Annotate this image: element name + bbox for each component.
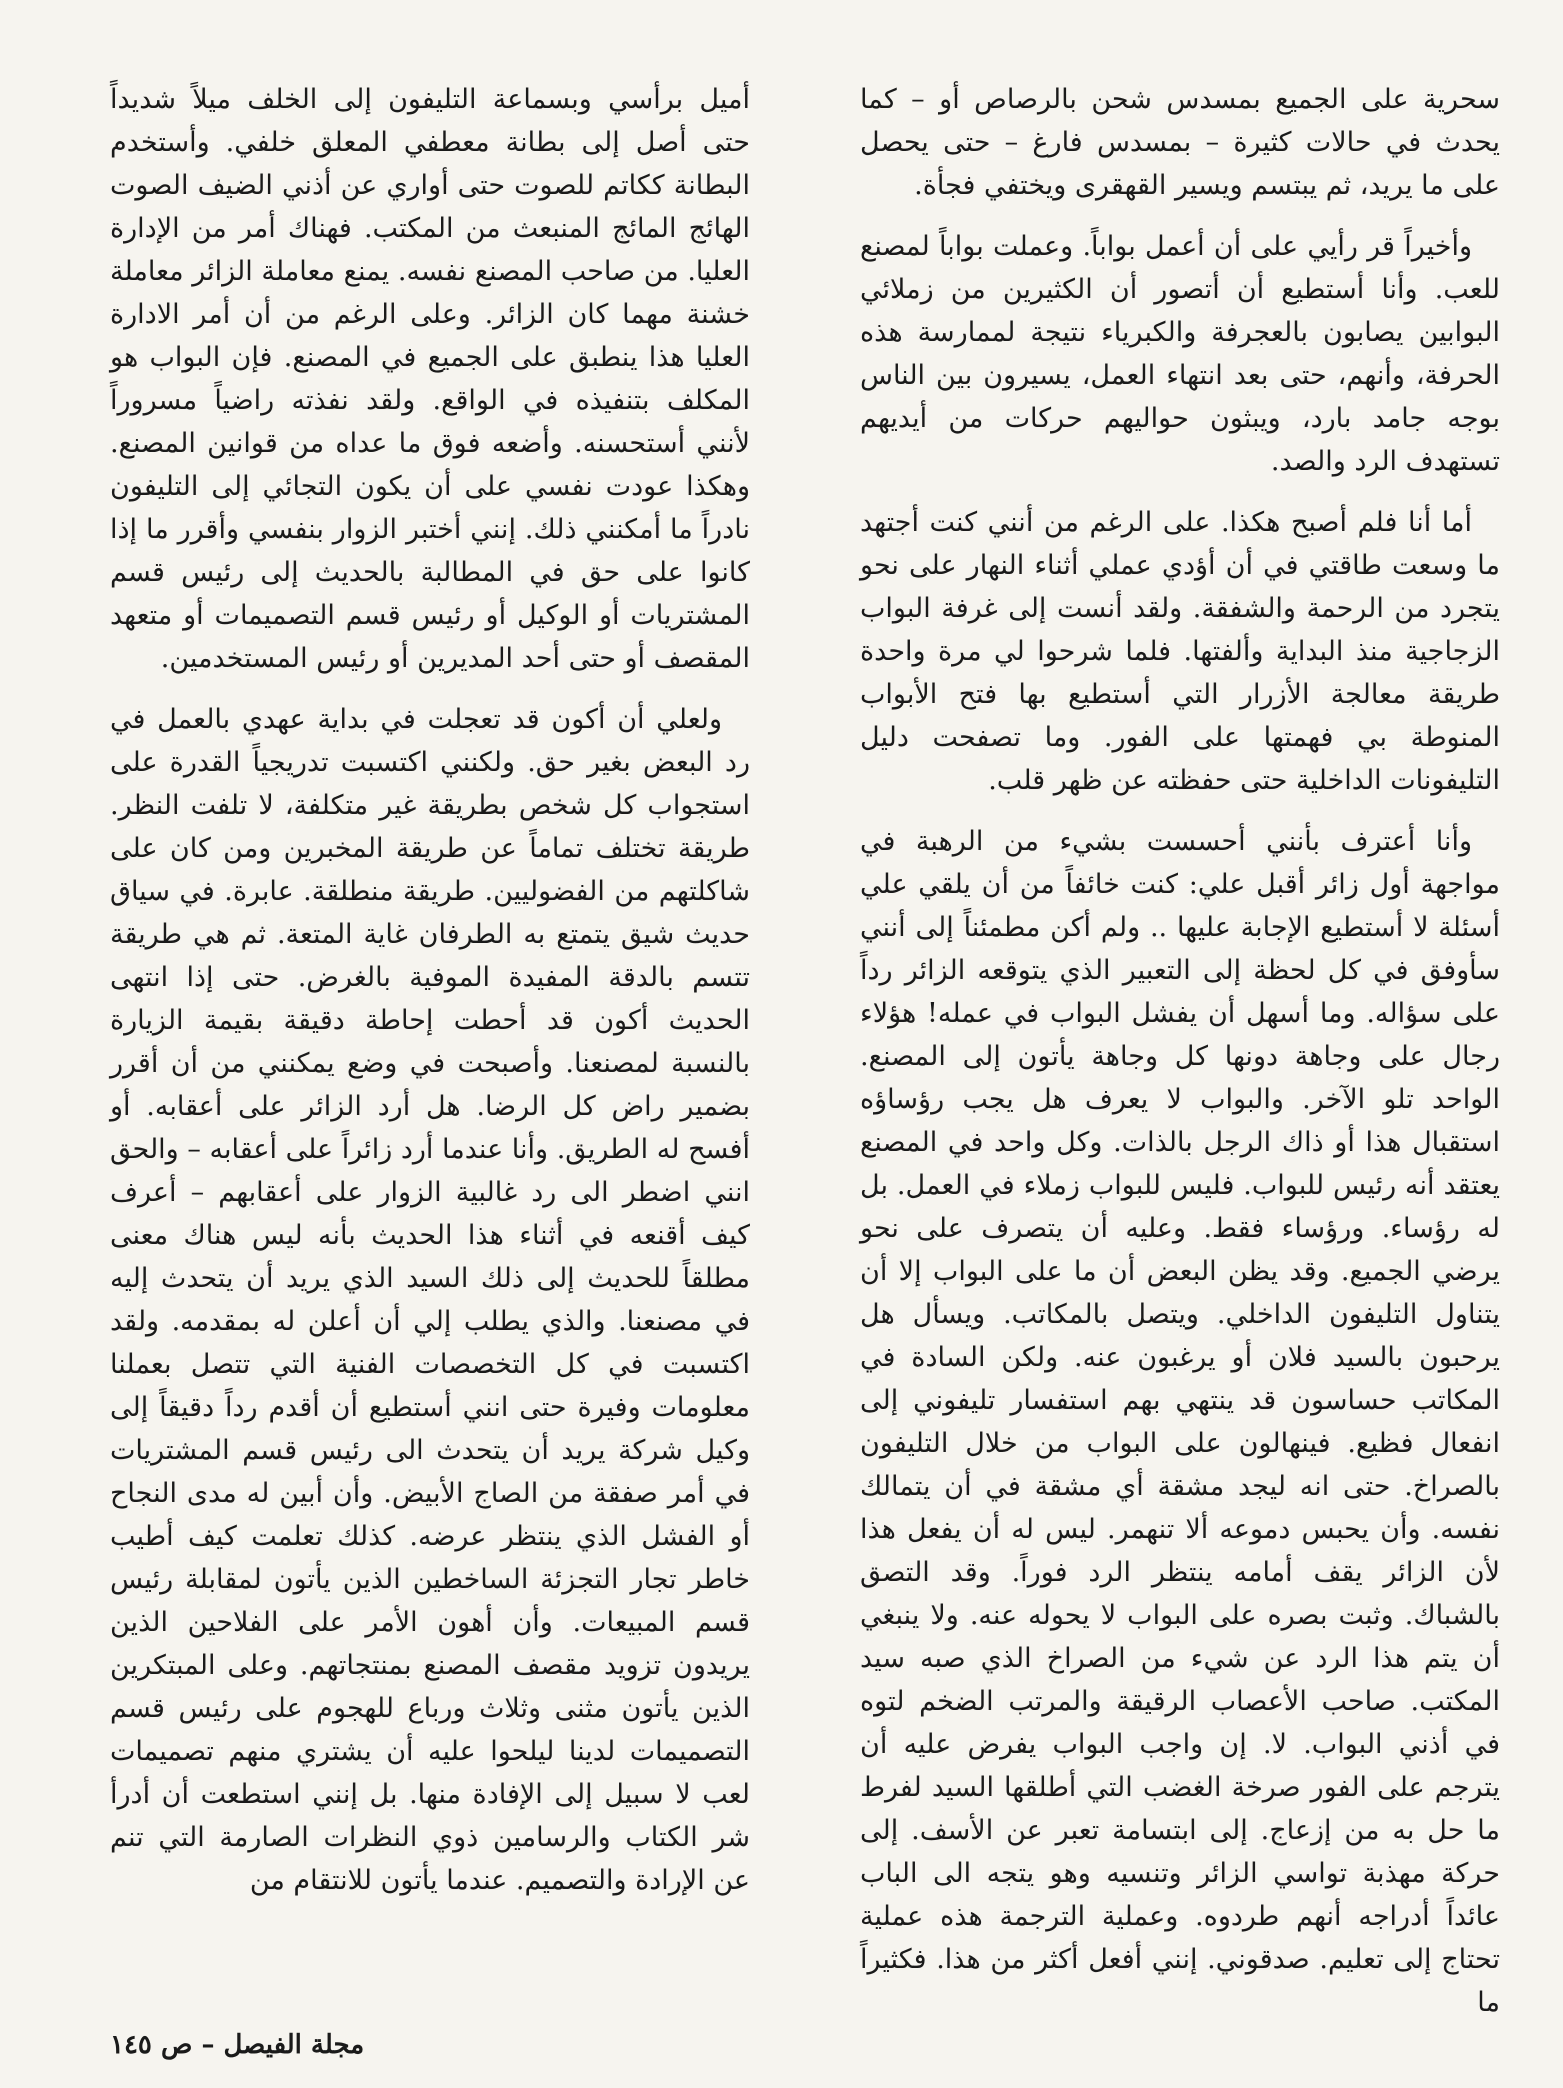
paragraph: سحرية على الجميع بمسدس شحن بالرصاص أو – كما يحدث في حالات كثيرة – بمسدس فارغ – حتى يحصل على ما يريد، ثم يبتسم ويسير القهقرى ويختفي فجأة. [860,84,1500,201]
paragraph: أميل برأسي وبسماعة التليفون إلى الخلف ميلاً شديداً حتى أصل إلى بطانة معطفي المعلق خلفي. وأستخدم البطانة ككاتم للصوت حتى أواري عن أذني الضيف الصوت الهائج المائج المنبعث من المكتب. فهناك أمر من الإدارة العليا. من صاحب المصنع نفسه. يمنع معاملة الزائر معاملة خشنة مهما كان الزائر. وعلى الرغم من أن أمر الادارة العليا هذا ينطبق على الجميع في المصنع. فإن البواب هو المكلف بتنفيذه في الواقع. ولقد نفذته راضياً مسروراً لأنني أستحسنه. وأضعه فوق ما عداه من قوانين المصنع. وهكذا عودت نفسي على أن يكون التجائي إلى التليفون نادراً ما أمكنني ذلك. إنني أختبر الزوار بنفسي وأقرر ما إذا كانوا على حق في المطالبة بالحديث إلى رئيس قسم المشتريات أو الوكيل أو رئيس قسم التصميمات أو متعهد المقصف أو حتى أحد المديرين أو رئيس المستخدمين. [110,84,750,674]
paragraph: أما أنا فلم أصبح هكذا. على الرغم من أنني كنت أجتهد ما وسعت طاقتي في أن أؤدي عملي أثناء النهار على نحو يتجرد من الرحمة والشفقة. ولقد أنست إلى غرفة البواب الزجاجية منذ البداية وألفتها. فلما شرحوا لي مرة واحدة طريقة معالجة الأزرار التي أستطيع بها فتح الأبواب المنوطة بي فهمتها على الفور. وما تصفحت دليل التليفونات الداخلية حتى حفظته عن ظهر قلب. [860,507,1500,796]
paragraph: ولعلي أن أكون قد تعجلت في بداية عهدي بالعمل في رد البعض بغير حق. ولكنني اكتسبت تدريجياً القدرة على استجواب كل شخص بطريقة غير متكلفة، لا تلفت النظر. طريقة تختلف تماماً عن طريقة المخبرين ومن كان على شاكلتهم من الفضوليين. طريقة منطلقة. عابرة. في سياق حديث شيق يتمتع به الطرفان غاية المتعة. ثم هي طريقة تتسم بالدقة المفيدة الموفية بالغرض. حتى إذا انتهى الحديث أكون قد أحطت إحاطة دقيقة بقيمة الزيارة بالنسبة لمصنعنا. وأصبحت في وضع يمكنني من أن أقرر بضمير راض كل الرضا. هل أرد الزائر على أعقابه. أو أفسح له الطريق. وأنا عندما أرد زائراً على أعقابه – والحق انني اضطر الى رد غالبية الزوار على أعقابهم – أعرف كيف أقنعه في أثناء هذا الحديث بأنه ليس هناك معنى مطلقاً للحديث إلى ذلك السيد الذي يريد أن يتحدث إليه في مصنعنا. والذي يطلب إلي أن أعلن له بمقدمه. ولقد اكتسبت في كل التخصصات الفنية التي تتصل بعملنا معلومات وفيرة حتى انني أستطيع أن أقدم رداً دقيقاً إلى وكيل شركة يريد أن يتحدث الى رئيس قسم المشتريات في أمر صفقة من الصاج الأبيض. وأن أبين له مدى النجاح أو الفشل الذي ينتظر عرضه. كذلك تعلمت كيف أطيب خاطر تجار التجزئة الساخطين الذين يأتون لمقابلة رئيس قسم المبيعات. وأن أهون الأمر على الفلاحين الذين يريدون تزويد مقصف المصنع بمنتجاتهم. وعلى المبتكرين الذين يأتون مثنى وثلاث ورباع للهجوم على رئيس قسم التصميمات لدينا ليلحوا عليه أن يشتري منهم تصميمات لعب لا سبيل إلى الإفادة منها. بل إنني استطعت أن أدرأ شر الكتاب والرسامين ذوي النظرات الصارمة التي تنم عن الإرادة والتصميم. عندما يأتون للانتقام من [110,704,750,1896]
left-column [110,78,750,1920]
page-footer: مجلة الفيصل – ص ١٤٥ [110,2030,365,2060]
paragraph: وأنا أعترف بأنني أحسست بشيء من الرهبة في مواجهة أول زائر أقبل علي: كنت خائفاً من أن يلقي علي أسئلة لا أستطيع الإجابة عليها .. ولم أكن مطمئناً إلى أنني سأوفق في كل لحظة إلى التعبير الذي يتوقعه الزائر رداً على سؤاله. وما أسهل أن يفشل البواب في عمله! هؤلاء رجال على وجاهة دونها كل وجاهة يأتون إلى المصنع. الواحد تلو الآخر. والبواب لا يعرف هل يجب رؤساؤه استقبال هذا أو ذاك الرجل بالذات. وكل واحد في المصنع يعتقد أنه رئيس للبواب. فليس للبواب زملاء في العمل. بل له رؤساء. ورؤساء فقط. وعليه أن يتصرف على نحو يرضي الجميع. وقد يظن البعض أن ما على البواب إلا أن يتناول التليفون الداخلي. ويتصل بالمكاتب. ويسأل هل يرحبون بالسيد فلان أو يرغبون عنه. ولكن السادة في المكاتب حساسون قد ينتهي بهم استفسار تليفوني إلى انفعال فظيع. فينهالون على البواب من خلال التليفون بالصراخ. حتى انه ليجد مشقة أي مشقة في أن يتمالك نفسه. وأن يحبس دموعه ألا تنهمر. ليس له أن يفعل هذا لأن الزائر يقف أمامه ينتظر الرد فوراً. وقد التصق بالشباك. وثبت بصره على البواب لا يحوله عنه. ولا ينبغي أن يتم هذا الرد عن شيء من الصراخ الذي صبه سيد المكتب. صاحب الأعصاب الرقيقة والمرتب الضخم لتوه في أذني البواب. لا. إن واجب البواب يفرض عليه أن يترجم على الفور صرخة الغضب التي أطلقها السيد لفرط ما حل به من إزعاج. إلى ابتسامة تعبر عن الأسف. إلى حركة مهذبة تواسي الزائر وتنسيه وهو يتجه الى الباب عائداً أدراجه أنهم طردوه. وعملية الترجمة هذه عملية تحتاج إلى تعليم. صدقوني. إنني أفعل أكثر من هذا. فكثيراً ما [860,826,1500,2018]
right-column [860,78,1500,2042]
paragraph: وأخيراً قر رأيي على أن أعمل بواباً. وعملت بواباً لمصنع للعب. وأنا أستطيع أن أتصور أن الكثيرين من زملائي البوابين يصابون بالعجرفة والكبرياء نتيجة لممارسة هذه الحرفة، وأنهم، حتى بعد انتهاء العمل، يسيرون بين الناس بوجه جامد بارد، ويبثون حواليهم حركات من أيديهم تستهدف الرد والصد. [860,231,1500,477]
